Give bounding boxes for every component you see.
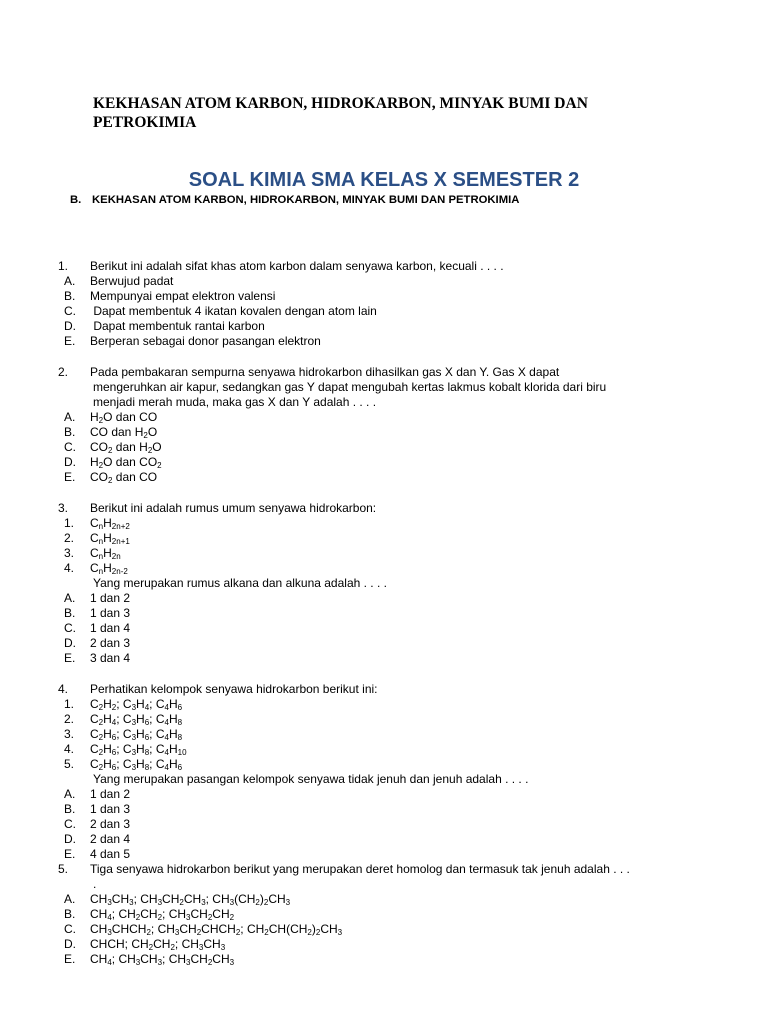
item-text: $C_2H_2$; $C_3H_4$; $C_4H_6$ (90, 697, 183, 712)
option-text: 1 dan 2 (90, 787, 131, 801)
item-label: 4. (64, 742, 75, 756)
question-number: 2. (58, 365, 69, 379)
answer-option (0, 802, 768, 817)
question-text-continued: mengeruhkan air kapur, sedangkan gas Y dapat mengubah kertas lakmus kobalt klorida dari biru (93, 380, 607, 394)
answer-option (0, 289, 768, 304)
answer-option (0, 455, 768, 470)
answer-option (0, 274, 768, 289)
formula-item (0, 727, 768, 742)
option-label: B. (64, 289, 76, 303)
item-text: $C_2H_6$; $C_3H_6$; $C_4H_8$ (90, 727, 183, 742)
question-text-continued: menjadi merah muda, maka gas X dan Y adalah . . . . (93, 395, 377, 409)
question-number: 5. (58, 862, 69, 876)
formula-item (0, 712, 768, 727)
option-text: 2 dan 3 (90, 636, 131, 650)
item-label: 3. (64, 727, 75, 741)
option-text: $CO_2$ dan CO (90, 470, 158, 485)
option-text: 3 dan 4 (90, 651, 131, 665)
option-text: $H_2O$ dan CO (90, 410, 158, 425)
option-text: $CH_4$; $CH_2CH_2$; $CH_3CH_2CH_2$ (90, 907, 235, 922)
answer-option (0, 440, 768, 455)
option-label: B. (64, 802, 76, 816)
page-title: SOAL KIMIA SMA KELAS X SEMESTER 2 (188, 169, 580, 191)
section-subtitle (70, 193, 750, 207)
item-text: $C_nH_{2n-2}$ (90, 561, 128, 576)
option-text: 4 dan 5 (90, 847, 131, 861)
question-number: 1. (58, 259, 69, 273)
option-label: E. (64, 952, 76, 966)
option-text: Berperan sebagai donor pasangan elektron (90, 334, 321, 348)
option-label: E. (64, 847, 76, 861)
option-text: $CH_4$; $CH_3CH_3$; $CH_3CH_2CH_3$ (90, 952, 235, 967)
item-label: 2. (64, 531, 75, 545)
formula-item (0, 546, 768, 561)
formula-item (0, 697, 768, 712)
option-text: CHCH; $CH_2CH_2$; $CH_3CH_3$ (90, 937, 226, 952)
answer-option (0, 922, 768, 937)
option-text: 1 dan 3 (90, 606, 131, 620)
document-header (93, 94, 693, 132)
item-label: 2. (64, 712, 75, 726)
section-letter: B. (70, 194, 82, 206)
option-label: A. (64, 892, 76, 906)
option-label: B. (64, 907, 76, 921)
item-text: $C_2H_6$; $C_3H_8$; $C_4H_{10}$ (90, 742, 187, 757)
answer-option (0, 425, 768, 440)
option-text: Dapat membentuk rantai karbon (90, 319, 265, 333)
question-text: Pada pembakaran sempurna senyawa hidrokarbon dihasilkan gas X dan Y. Gas X dapat (90, 365, 560, 379)
answer-option (0, 470, 768, 485)
item-label: 5. (64, 757, 75, 771)
option-text: 1 dan 3 (90, 802, 131, 816)
option-label: C. (64, 440, 76, 454)
item-label: 3. (64, 546, 75, 560)
option-label: D. (64, 636, 76, 650)
option-label: A. (64, 274, 76, 288)
option-text: CO dan $H_2O$ (90, 425, 158, 440)
answer-option (0, 847, 768, 862)
question-text-continued: . (93, 877, 97, 891)
option-label: B. (64, 606, 76, 620)
formula-item (0, 531, 768, 546)
question-number: 4. (58, 682, 69, 696)
item-label: 4. (64, 561, 75, 575)
answer-option (0, 410, 768, 425)
answer-option (0, 651, 768, 666)
option-text: 1 dan 4 (90, 621, 131, 635)
question-list (0, 259, 768, 983)
option-label: E. (64, 651, 76, 665)
question-text: Perhatikan kelompok senyawa hidrokarbon berikut ini: (90, 682, 378, 696)
formula-item (0, 742, 768, 757)
option-label: A. (64, 410, 76, 424)
question-5 (0, 862, 768, 967)
answer-option (0, 636, 768, 651)
option-label: B. (64, 425, 76, 439)
answer-option (0, 937, 768, 952)
option-text: $CO_2$ dan $H_2O$ (90, 440, 162, 455)
option-label: A. (64, 787, 76, 801)
item-label: 1. (64, 697, 75, 711)
answer-option (0, 832, 768, 847)
question-text: Tiga senyawa hidrokarbon berikut yang merupakan deret homolog dan termasuk tak jenuh adalah . . . (90, 862, 630, 876)
option-text: Mempunyai empat elektron valensi (90, 289, 276, 303)
answer-option (0, 817, 768, 832)
answer-option (0, 907, 768, 922)
question-text: Berikut ini adalah sifat khas atom karbon dalam senyawa karbon, kecuali . . . . (90, 259, 504, 273)
option-label: E. (64, 470, 76, 484)
formula-item (0, 561, 768, 576)
item-text: $C_2H_4$; $C_3H_6$; $C_4H_8$ (90, 712, 183, 727)
option-label: C. (64, 922, 76, 936)
item-text: $C_nH_{2n+1}$ (90, 531, 130, 546)
question-3 (0, 501, 768, 666)
option-label: C. (64, 817, 76, 831)
option-label: E. (64, 334, 76, 348)
option-text: Berwujud padat (90, 274, 174, 288)
option-text: 1 dan 2 (90, 591, 131, 605)
answer-option (0, 892, 768, 907)
option-text: Dapat membentuk 4 ikatan kovalen dengan atom lain (90, 304, 377, 318)
option-text: $H_2O$ dan $CO_2$ (90, 455, 162, 470)
option-label: D. (64, 832, 76, 846)
answer-option (0, 304, 768, 319)
option-label: C. (64, 304, 76, 318)
item-text: $C_nH_{2n}$ (90, 546, 121, 561)
question-4 (0, 682, 768, 862)
section-subtitle-text: KEKHASAN ATOM KARBON, HIDROKARBON, MINYAK BUMI DAN PETROKIMIA (92, 194, 520, 206)
option-label: D. (64, 319, 76, 333)
item-text: $C_2H_6$; $C_3H_8$; $C_4H_6$ (90, 757, 183, 772)
option-label: C. (64, 621, 76, 635)
question-1 (0, 259, 768, 349)
item-label: 1. (64, 516, 75, 530)
question-2 (0, 365, 768, 485)
answer-option (0, 787, 768, 802)
question-number: 3. (58, 501, 69, 515)
answer-option (0, 319, 768, 334)
question-prompt: Yang merupakan pasangan kelompok senyawa tidak jenuh dan jenuh adalah . . . . (93, 772, 529, 786)
answer-option (0, 334, 768, 349)
option-text: $CH_3CH_3$; $CH_3CH_2CH_3$; $CH_3(CH_2)_2CH_3$ (90, 892, 291, 907)
option-text: $CH_3CHCH_2$; $CH_3CH_2CHCH_2$; $CH_2CH(CH_2)_2CH_3$ (90, 922, 343, 937)
question-text: Berikut ini adalah rumus umum senyawa hidrokarbon: (90, 501, 377, 515)
header-line-1: KEKHASAN ATOM KARBON, HIDROKARBON, MINYAK BUMI DAN (93, 95, 588, 112)
option-text: 2 dan 4 (90, 832, 131, 846)
answer-option (0, 591, 768, 606)
formula-item (0, 516, 768, 531)
header-line-2: PETROKIMIA (93, 114, 197, 131)
option-label: D. (64, 455, 76, 469)
answer-option (0, 952, 768, 967)
formula-item (0, 757, 768, 772)
option-label: A. (64, 591, 76, 605)
question-prompt: Yang merupakan rumus alkana dan alkuna adalah . . . . (93, 576, 387, 590)
option-label: D. (64, 937, 76, 951)
answer-option (0, 621, 768, 636)
answer-option (0, 606, 768, 621)
option-text: 2 dan 3 (90, 817, 131, 831)
item-text: $C_nH_{2n+2}$ (90, 516, 130, 531)
